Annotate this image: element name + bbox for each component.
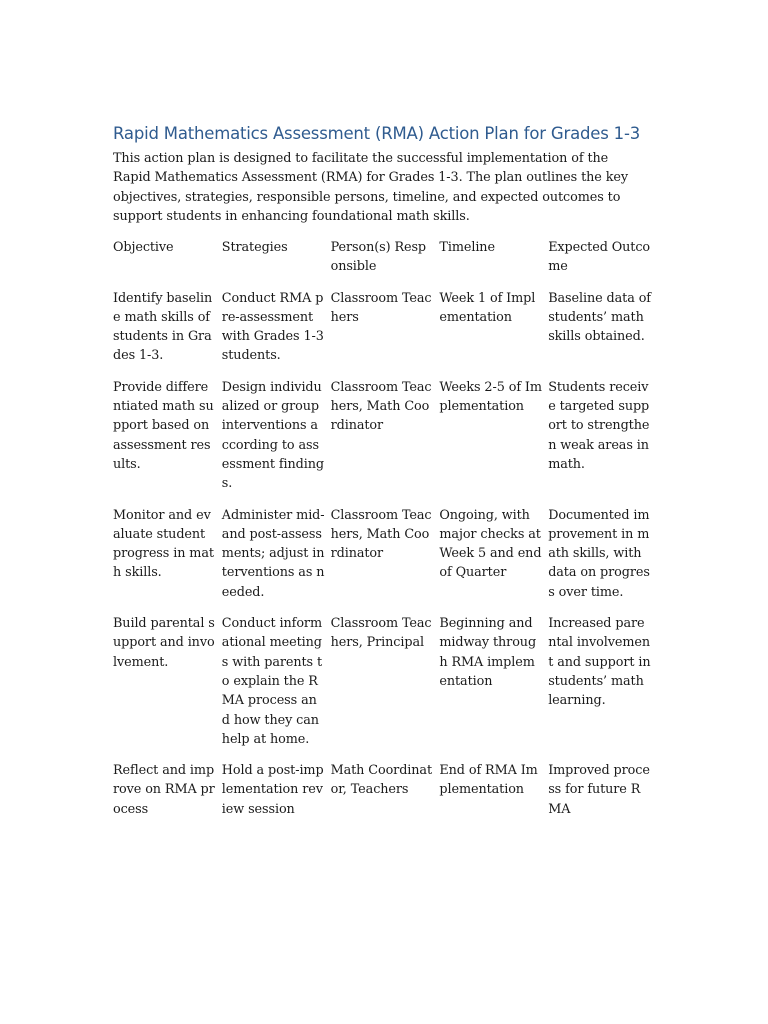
cell-strategies: Design individualized or group interventions according to assessment findings. (221, 379, 324, 492)
cell-strategies: Conduct informational meetings with parents to explain the RMA process and how they can help at home. (221, 616, 323, 747)
cell-persons: Classroom Teachers, Math Coordinator (330, 507, 432, 562)
cell-objective: Reflect and improve on RMA process (113, 763, 215, 817)
action-plan-table (113, 238, 657, 831)
cell-persons: Classroom Teachers, Math Coordinator (330, 379, 432, 434)
table-row (113, 289, 657, 378)
header-objective: Objective (113, 240, 174, 255)
cell-objective: Identify baseline math skills of students in Grades 1-3. (113, 290, 213, 364)
cell-persons: Math Coordinator, Teachers (330, 763, 432, 798)
cell-persons: Classroom Teachers, Principal (330, 616, 432, 651)
table-row (113, 614, 657, 761)
table-header-row (113, 238, 657, 289)
table-row (113, 506, 657, 614)
cell-strategies: Conduct RMA pre-assessment with Grades 1-3 students. (221, 290, 324, 364)
cell-timeline: Weeks 2-5 of Implementation (439, 379, 542, 415)
cell-timeline: Week 1 of Implementation (439, 290, 536, 325)
cell-persons: Classroom Teachers (330, 290, 432, 325)
cell-timeline: Ongoing, with major checks at Week 5 and end of Quarter (439, 507, 542, 581)
header-timeline: Timeline (439, 240, 495, 255)
table-row (113, 761, 657, 831)
header-persons-responsible: Person(s) Responsible (330, 240, 427, 275)
cell-outcome: Students receive targeted support to strengthen weak areas in math. (548, 379, 650, 472)
cell-timeline: Beginning and midway through RMA implementation (439, 616, 537, 689)
header-expected-outcome: Expected Outcome (548, 240, 651, 275)
document-title: Rapid Mathematics Assessment (RMA) Action Plan for Grades 1-3 (113, 124, 640, 143)
cell-objective: Monitor and evaluate student progress in math skills. (113, 507, 214, 581)
cell-outcome: Documented improvement in math skills, with data on progress over time. (548, 507, 650, 600)
cell-strategies: Administer mid- and post-assessments; adjust interventions as needed. (221, 507, 325, 600)
header-strategies: Strategies (221, 240, 288, 255)
cell-outcome: Baseline data of students’ math skills obtained. (548, 290, 651, 345)
cell-outcome: Increased parental involvement and support in students’ math learning. (548, 616, 651, 709)
cell-objective: Build parental support and involvement. (113, 616, 215, 670)
cell-outcome: Improved process for future RMA (548, 763, 650, 817)
cell-strategies: Hold a post-implementation review session (221, 763, 324, 817)
cell-timeline: End of RMA Implementation (439, 763, 538, 798)
table-row (113, 378, 657, 506)
cell-objective: Provide differentiated math support based on assessment results. (113, 379, 214, 472)
intro-paragraph: This action plan is designed to facilitate the successful implementation of the Rapid Mathematics Assessment (RMA) for Grades 1-3. The plan outlines the key objectives, strategies, responsible persons, timeline, and expected outcomes to support students in enhancing foundational math skills. (113, 151, 628, 224)
